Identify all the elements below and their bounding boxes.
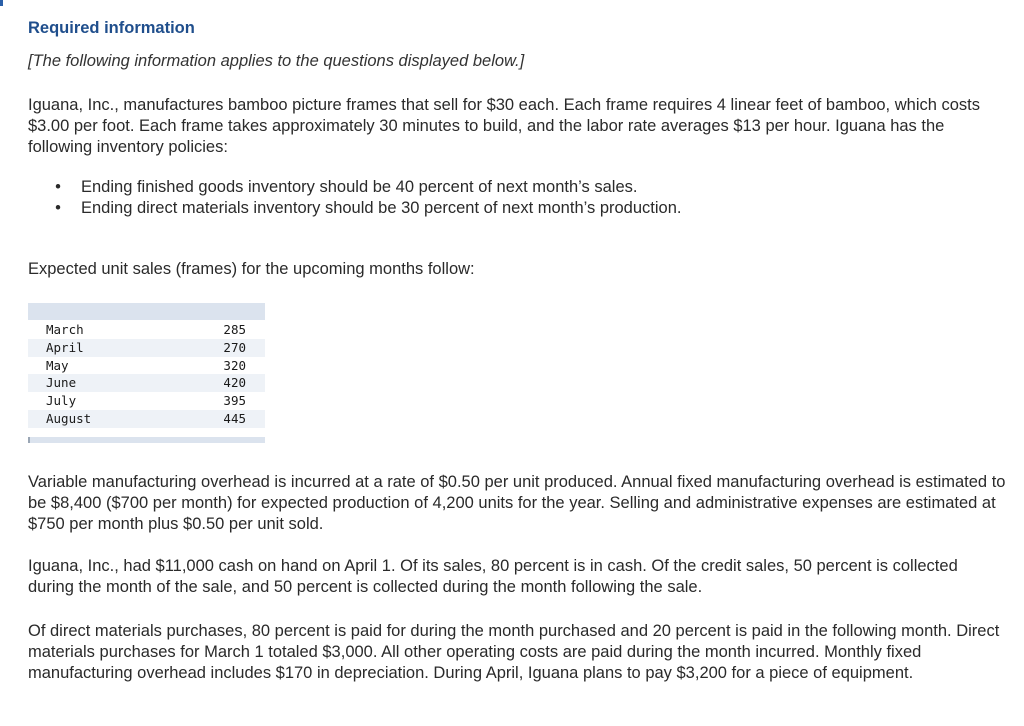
month-cell: July — [46, 393, 77, 409]
policy-item — [52, 177, 681, 198]
intro-paragraph: Iguana, Inc., manufactures bamboo picture frames that sell for $30 each. Each frame requires 4 linear feet of bamboo, which costs $3.00 per foot. Each frame takes approximately 30 minutes to build, and the labor rate averages $13 per hour. Iguana has the following inventory policies: — [28, 96, 981, 156]
month-cell: August — [28, 410, 171, 428]
policy-text: Ending finished goods inventory should be 40 percent of next month’s sales. — [81, 178, 638, 196]
table-row — [28, 321, 265, 339]
units-cell: 445 — [171, 410, 265, 428]
sales-table-body — [28, 321, 265, 428]
month-cell: March — [46, 322, 84, 337]
table-row — [28, 374, 265, 392]
month-cell: April — [28, 339, 171, 357]
required-information-heading: Required information — [28, 19, 195, 37]
units-cell: 395 — [223, 393, 246, 409]
units-cell: 420 — [171, 374, 265, 392]
table-row — [28, 357, 265, 375]
inventory-policies-list — [52, 177, 681, 219]
table-header-bar — [28, 303, 265, 320]
units-cell: 285 — [223, 322, 246, 337]
month-cell: June — [28, 374, 171, 392]
table-footer-bar — [28, 437, 265, 443]
cash-paragraph: Iguana, Inc., had $11,000 cash on hand on April 1. Of its sales, 80 percent is in cash. Of the credit sales, 50 percent is collected during the month of the sale, and 50 percent is collected during the month following the sale. — [28, 557, 958, 596]
purchases-paragraph: Of direct materials purchases, 80 percent is paid for during the month purchased and 20 percent is paid in the following month. Direct materials purchases for March 1 totaled $3,000. All other operating costs are paid during the month incurred. Monthly fixed manufacturing overhead includes $170 in depreciation. During April, Iguana plans to pay $3,200 for a piece of equipment. — [28, 622, 1000, 682]
overhead-paragraph: Variable manufacturing overhead is incurred at a rate of $0.50 per unit produced. Annual fixed manufacturing overhead is estimated to be $8,400 ($700 per month) for expected production of 4,200 units for the year. Selling and administrative expenses are estimated at $750 per month plus $0.50 per unit sold. — [28, 473, 1006, 533]
corner-accent — [0, 0, 3, 6]
applies-note: [The following information applies to the questions displayed below.] — [28, 52, 525, 70]
expected-sales-table — [28, 303, 265, 444]
month-cell: May — [46, 357, 69, 373]
table-row — [28, 392, 265, 410]
units-cell: 270 — [171, 339, 265, 357]
bullet-icon: • — [55, 178, 61, 196]
bullet-icon: • — [55, 199, 61, 217]
table-row — [28, 410, 265, 428]
table-row — [28, 339, 265, 357]
sales-intro-text: Expected unit sales (frames) for the upcoming months follow: — [28, 260, 475, 278]
policy-text: Ending direct materials inventory should be 30 percent of next month’s production. — [81, 199, 682, 217]
units-cell: 320 — [223, 357, 246, 373]
policy-item — [52, 198, 681, 219]
